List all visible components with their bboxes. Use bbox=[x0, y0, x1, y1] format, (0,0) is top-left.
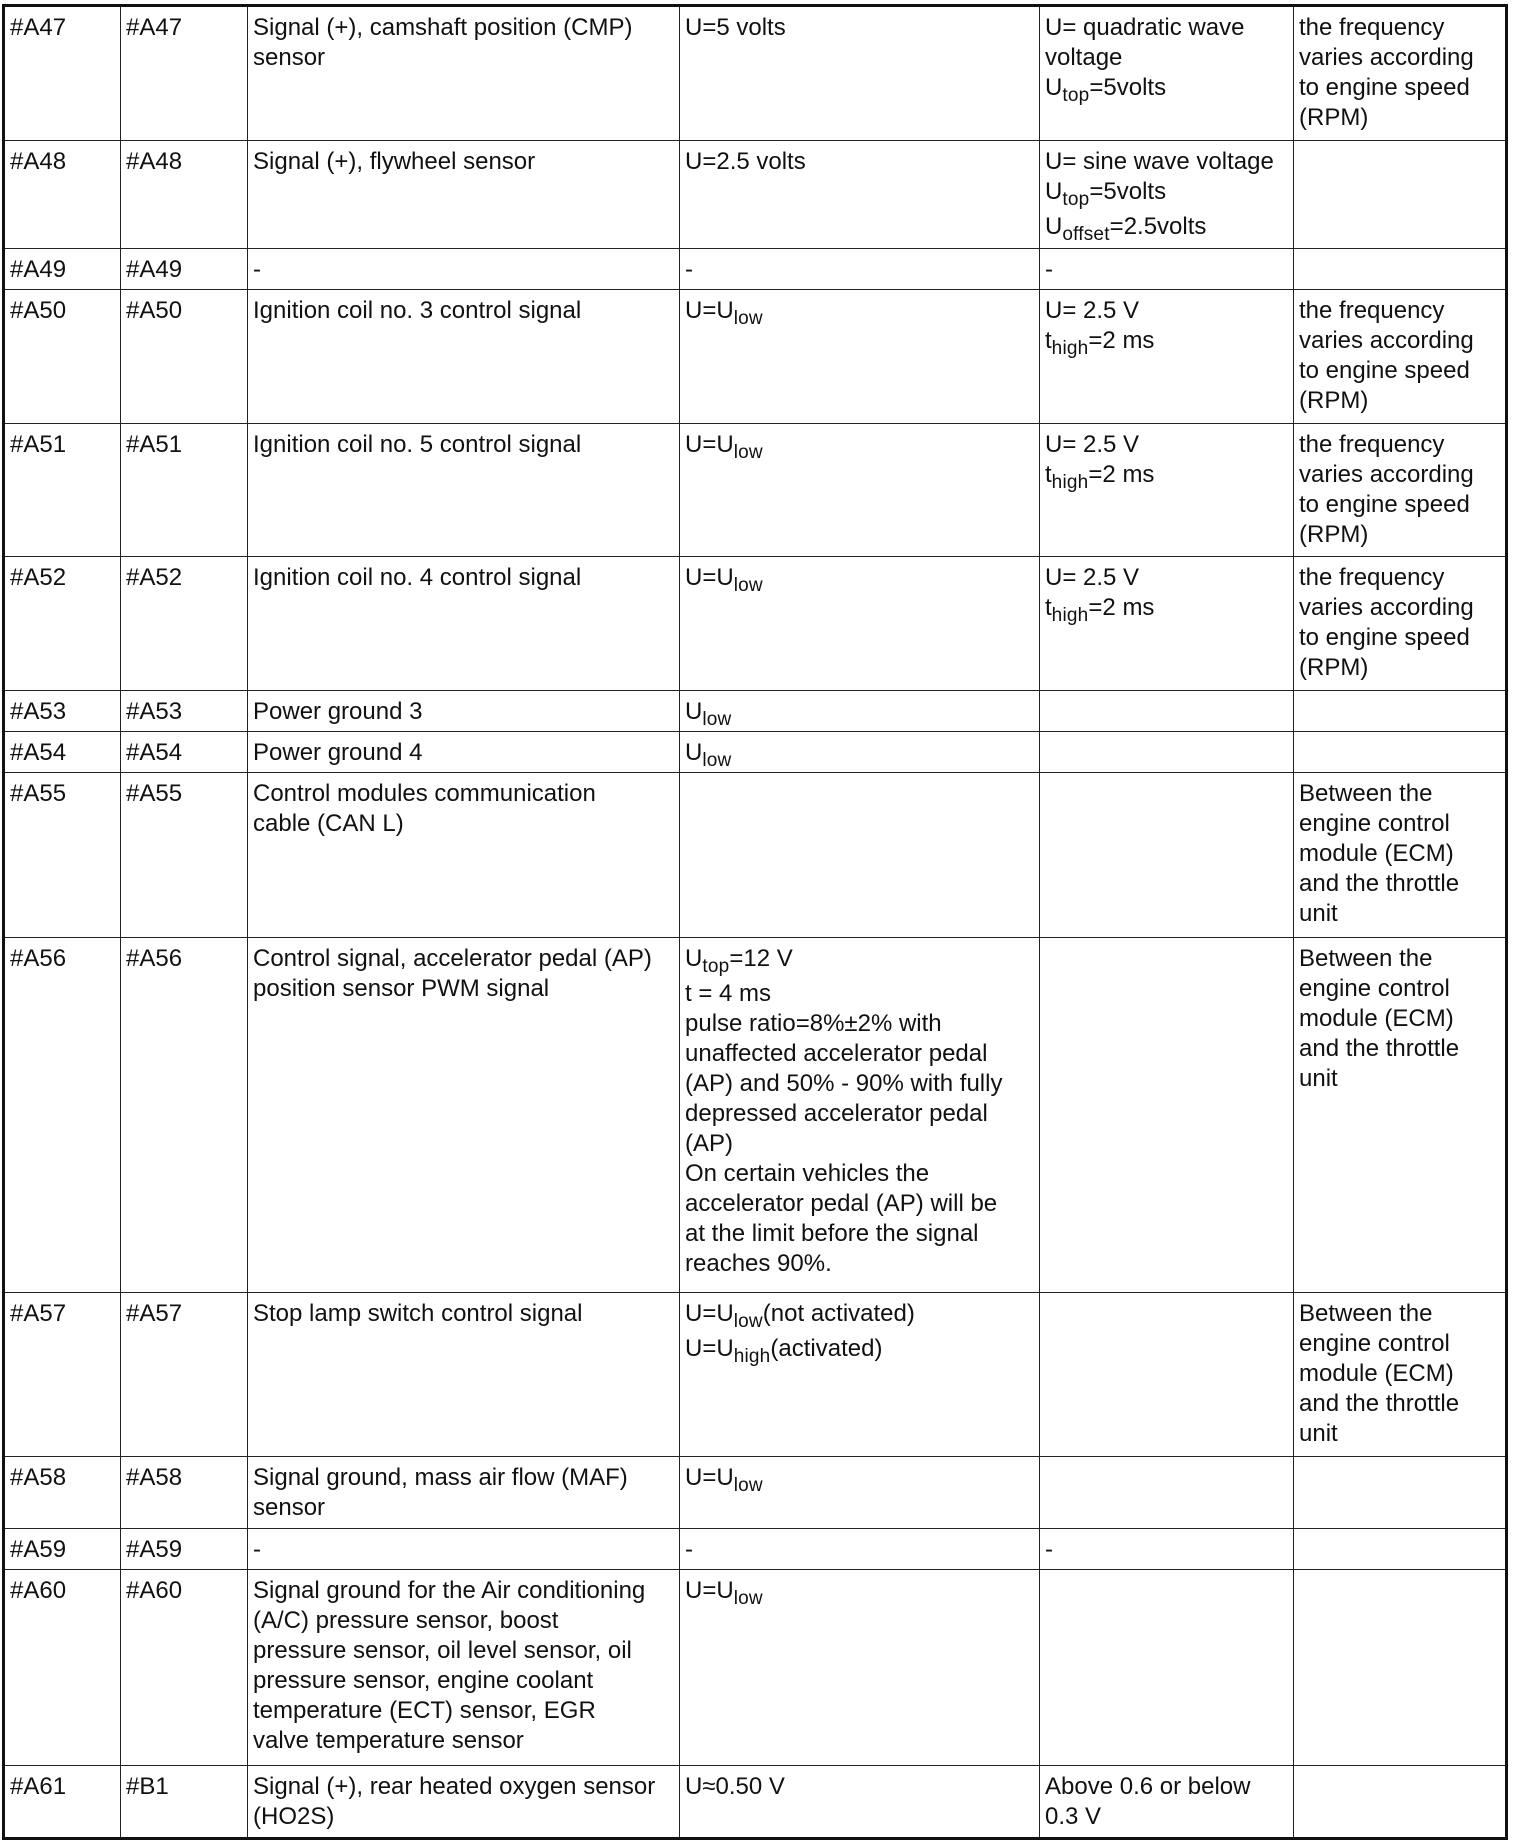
pin-cell: #A56 bbox=[4, 937, 121, 1292]
value-cell: $U_{top}=12$ V t = 4 ms pulse ratio=8%±2% with unaffected accelerator pedal (AP) and 50% - 90% with fully depressed accelerator pedal (AP) On certain vehicles the accelerator pedal (AP) will be at the limit before the signal reaches 90%. bbox=[680, 937, 1040, 1292]
function-cell: Signal ground, mass air flow (MAF) sensor bbox=[248, 1457, 680, 1529]
signal-cell: U= sine wave voltage $U_{top}=5volts$ $U_{offset}=2.5volts$ bbox=[1040, 140, 1294, 248]
pin-cell: #A58 bbox=[4, 1457, 121, 1529]
remarks-cell bbox=[1294, 248, 1507, 289]
table-row bbox=[4, 6, 1507, 141]
pin-cell: #A53 bbox=[4, 691, 121, 732]
signal-cell: Above 0.6 or below 0.3 V bbox=[1040, 1765, 1294, 1838]
value-cell: $U=U_{low}(not$ activated) $U=U_{high}(activated)$ bbox=[680, 1292, 1040, 1457]
pin-cell: #A61 bbox=[4, 1765, 121, 1838]
value-cell: U=5 volts bbox=[680, 6, 1040, 141]
signal-cell: U= 2.5 V $t_{high}=2$ ms bbox=[1040, 557, 1294, 691]
function-cell: - bbox=[248, 1529, 680, 1570]
function-cell: Ignition coil no. 3 control signal bbox=[248, 289, 680, 423]
remarks-cell: Between the engine control module (ECM) and the throttle unit bbox=[1294, 937, 1507, 1292]
alt-pin-cell: #A50 bbox=[121, 289, 248, 423]
signal-cell: U= 2.5 V $t_{high}=2$ ms bbox=[1040, 289, 1294, 423]
alt-pin-cell: #A60 bbox=[121, 1570, 248, 1765]
table-row bbox=[4, 1570, 1507, 1765]
table-row bbox=[4, 1292, 1507, 1457]
signal-cell bbox=[1040, 691, 1294, 732]
table-row bbox=[4, 732, 1507, 773]
remarks-cell bbox=[1294, 691, 1507, 732]
remarks-cell bbox=[1294, 1765, 1507, 1838]
value-cell: $U=U_{low}$ bbox=[680, 1570, 1040, 1765]
pin-cell: #A55 bbox=[4, 773, 121, 938]
signal-cell bbox=[1040, 1457, 1294, 1529]
value-cell: - bbox=[680, 248, 1040, 289]
signal-cell bbox=[1040, 937, 1294, 1292]
remarks-cell bbox=[1294, 732, 1507, 773]
value-cell: $U=U_{low}$ bbox=[680, 423, 1040, 557]
alt-pin-cell: #A54 bbox=[121, 732, 248, 773]
signal-cell: U= quadratic wave voltage $U_{top}=5volts$ bbox=[1040, 6, 1294, 141]
remarks-cell: the frequency varies according to engine speed (RPM) bbox=[1294, 289, 1507, 423]
function-cell: Signal (+), flywheel sensor bbox=[248, 140, 680, 248]
signal-cell bbox=[1040, 1292, 1294, 1457]
signal-cell bbox=[1040, 1570, 1294, 1765]
signal-cell: - bbox=[1040, 1529, 1294, 1570]
pin-cell: #A52 bbox=[4, 557, 121, 691]
pin-table bbox=[2, 4, 1508, 1840]
remarks-cell: the frequency varies according to engine speed (RPM) bbox=[1294, 6, 1507, 141]
pin-cell: #A47 bbox=[4, 6, 121, 141]
remarks-cell: Between the engine control module (ECM) and the throttle unit bbox=[1294, 773, 1507, 938]
alt-pin-cell: #A48 bbox=[121, 140, 248, 248]
table-row bbox=[4, 557, 1507, 691]
remarks-cell: Between the engine control module (ECM) and the throttle unit bbox=[1294, 1292, 1507, 1457]
alt-pin-cell: #A55 bbox=[121, 773, 248, 938]
remarks-cell bbox=[1294, 1457, 1507, 1529]
value-cell: U=2.5 volts bbox=[680, 140, 1040, 248]
alt-pin-cell: #A49 bbox=[121, 248, 248, 289]
function-cell: Control modules communication cable (CAN L) bbox=[248, 773, 680, 938]
signal-cell bbox=[1040, 773, 1294, 938]
remarks-cell bbox=[1294, 140, 1507, 248]
signal-cell: U= 2.5 V $t_{high}=2$ ms bbox=[1040, 423, 1294, 557]
table-row bbox=[4, 140, 1507, 248]
table-row bbox=[4, 248, 1507, 289]
pin-cell: #A49 bbox=[4, 248, 121, 289]
alt-pin-cell: #A52 bbox=[121, 557, 248, 691]
pin-cell: #A54 bbox=[4, 732, 121, 773]
pin-table-body bbox=[4, 6, 1507, 1839]
table-row bbox=[4, 289, 1507, 423]
pin-cell: #A48 bbox=[4, 140, 121, 248]
alt-pin-cell: #A51 bbox=[121, 423, 248, 557]
function-cell: Power ground 3 bbox=[248, 691, 680, 732]
function-cell: - bbox=[248, 248, 680, 289]
signal-cell: - bbox=[1040, 248, 1294, 289]
remarks-cell bbox=[1294, 1570, 1507, 1765]
value-cell: - bbox=[680, 1529, 1040, 1570]
pin-cell: #A57 bbox=[4, 1292, 121, 1457]
value-cell bbox=[680, 773, 1040, 938]
alt-pin-cell: #A57 bbox=[121, 1292, 248, 1457]
value-cell: $U=U_{low}$ bbox=[680, 289, 1040, 423]
table-row bbox=[4, 1529, 1507, 1570]
alt-pin-cell: #A59 bbox=[121, 1529, 248, 1570]
pin-cell: #A51 bbox=[4, 423, 121, 557]
function-cell: Power ground 4 bbox=[248, 732, 680, 773]
alt-pin-cell: #A47 bbox=[121, 6, 248, 141]
function-cell: Signal (+), camshaft position (CMP) sensor bbox=[248, 6, 680, 141]
value-cell: $U=U_{low}$ bbox=[680, 1457, 1040, 1529]
remarks-cell: the frequency varies according to engine speed (RPM) bbox=[1294, 557, 1507, 691]
function-cell: Control signal, accelerator pedal (AP) position sensor PWM signal bbox=[248, 937, 680, 1292]
function-cell: Stop lamp switch control signal bbox=[248, 1292, 680, 1457]
pin-table-page bbox=[2, 4, 1508, 1840]
remarks-cell: the frequency varies according to engine speed (RPM) bbox=[1294, 423, 1507, 557]
function-cell: Ignition coil no. 4 control signal bbox=[248, 557, 680, 691]
table-row bbox=[4, 773, 1507, 938]
table-row bbox=[4, 1765, 1507, 1838]
value-cell: $U=U_{low}$ bbox=[680, 557, 1040, 691]
alt-pin-cell: #B1 bbox=[121, 1765, 248, 1838]
table-row bbox=[4, 937, 1507, 1292]
function-cell: Ignition coil no. 5 control signal bbox=[248, 423, 680, 557]
table-row bbox=[4, 691, 1507, 732]
pin-cell: #A50 bbox=[4, 289, 121, 423]
pin-cell: #A60 bbox=[4, 1570, 121, 1765]
alt-pin-cell: #A56 bbox=[121, 937, 248, 1292]
remarks-cell bbox=[1294, 1529, 1507, 1570]
value-cell: $U_{low}$ bbox=[680, 691, 1040, 732]
value-cell: $U_{low}$ bbox=[680, 732, 1040, 773]
signal-cell bbox=[1040, 732, 1294, 773]
function-cell: Signal ground for the Air conditioning (A/C) pressure sensor, boost pressure sensor, oil level sensor, oil pressure sensor, engine coolant temperature (ECT) sensor, EGR valve temperature sensor bbox=[248, 1570, 680, 1765]
table-row bbox=[4, 1457, 1507, 1529]
alt-pin-cell: #A53 bbox=[121, 691, 248, 732]
table-row bbox=[4, 423, 1507, 557]
value-cell: U≈0.50 V bbox=[680, 1765, 1040, 1838]
pin-cell: #A59 bbox=[4, 1529, 121, 1570]
function-cell: Signal (+), rear heated oxygen sensor (HO2S) bbox=[248, 1765, 680, 1838]
alt-pin-cell: #A58 bbox=[121, 1457, 248, 1529]
